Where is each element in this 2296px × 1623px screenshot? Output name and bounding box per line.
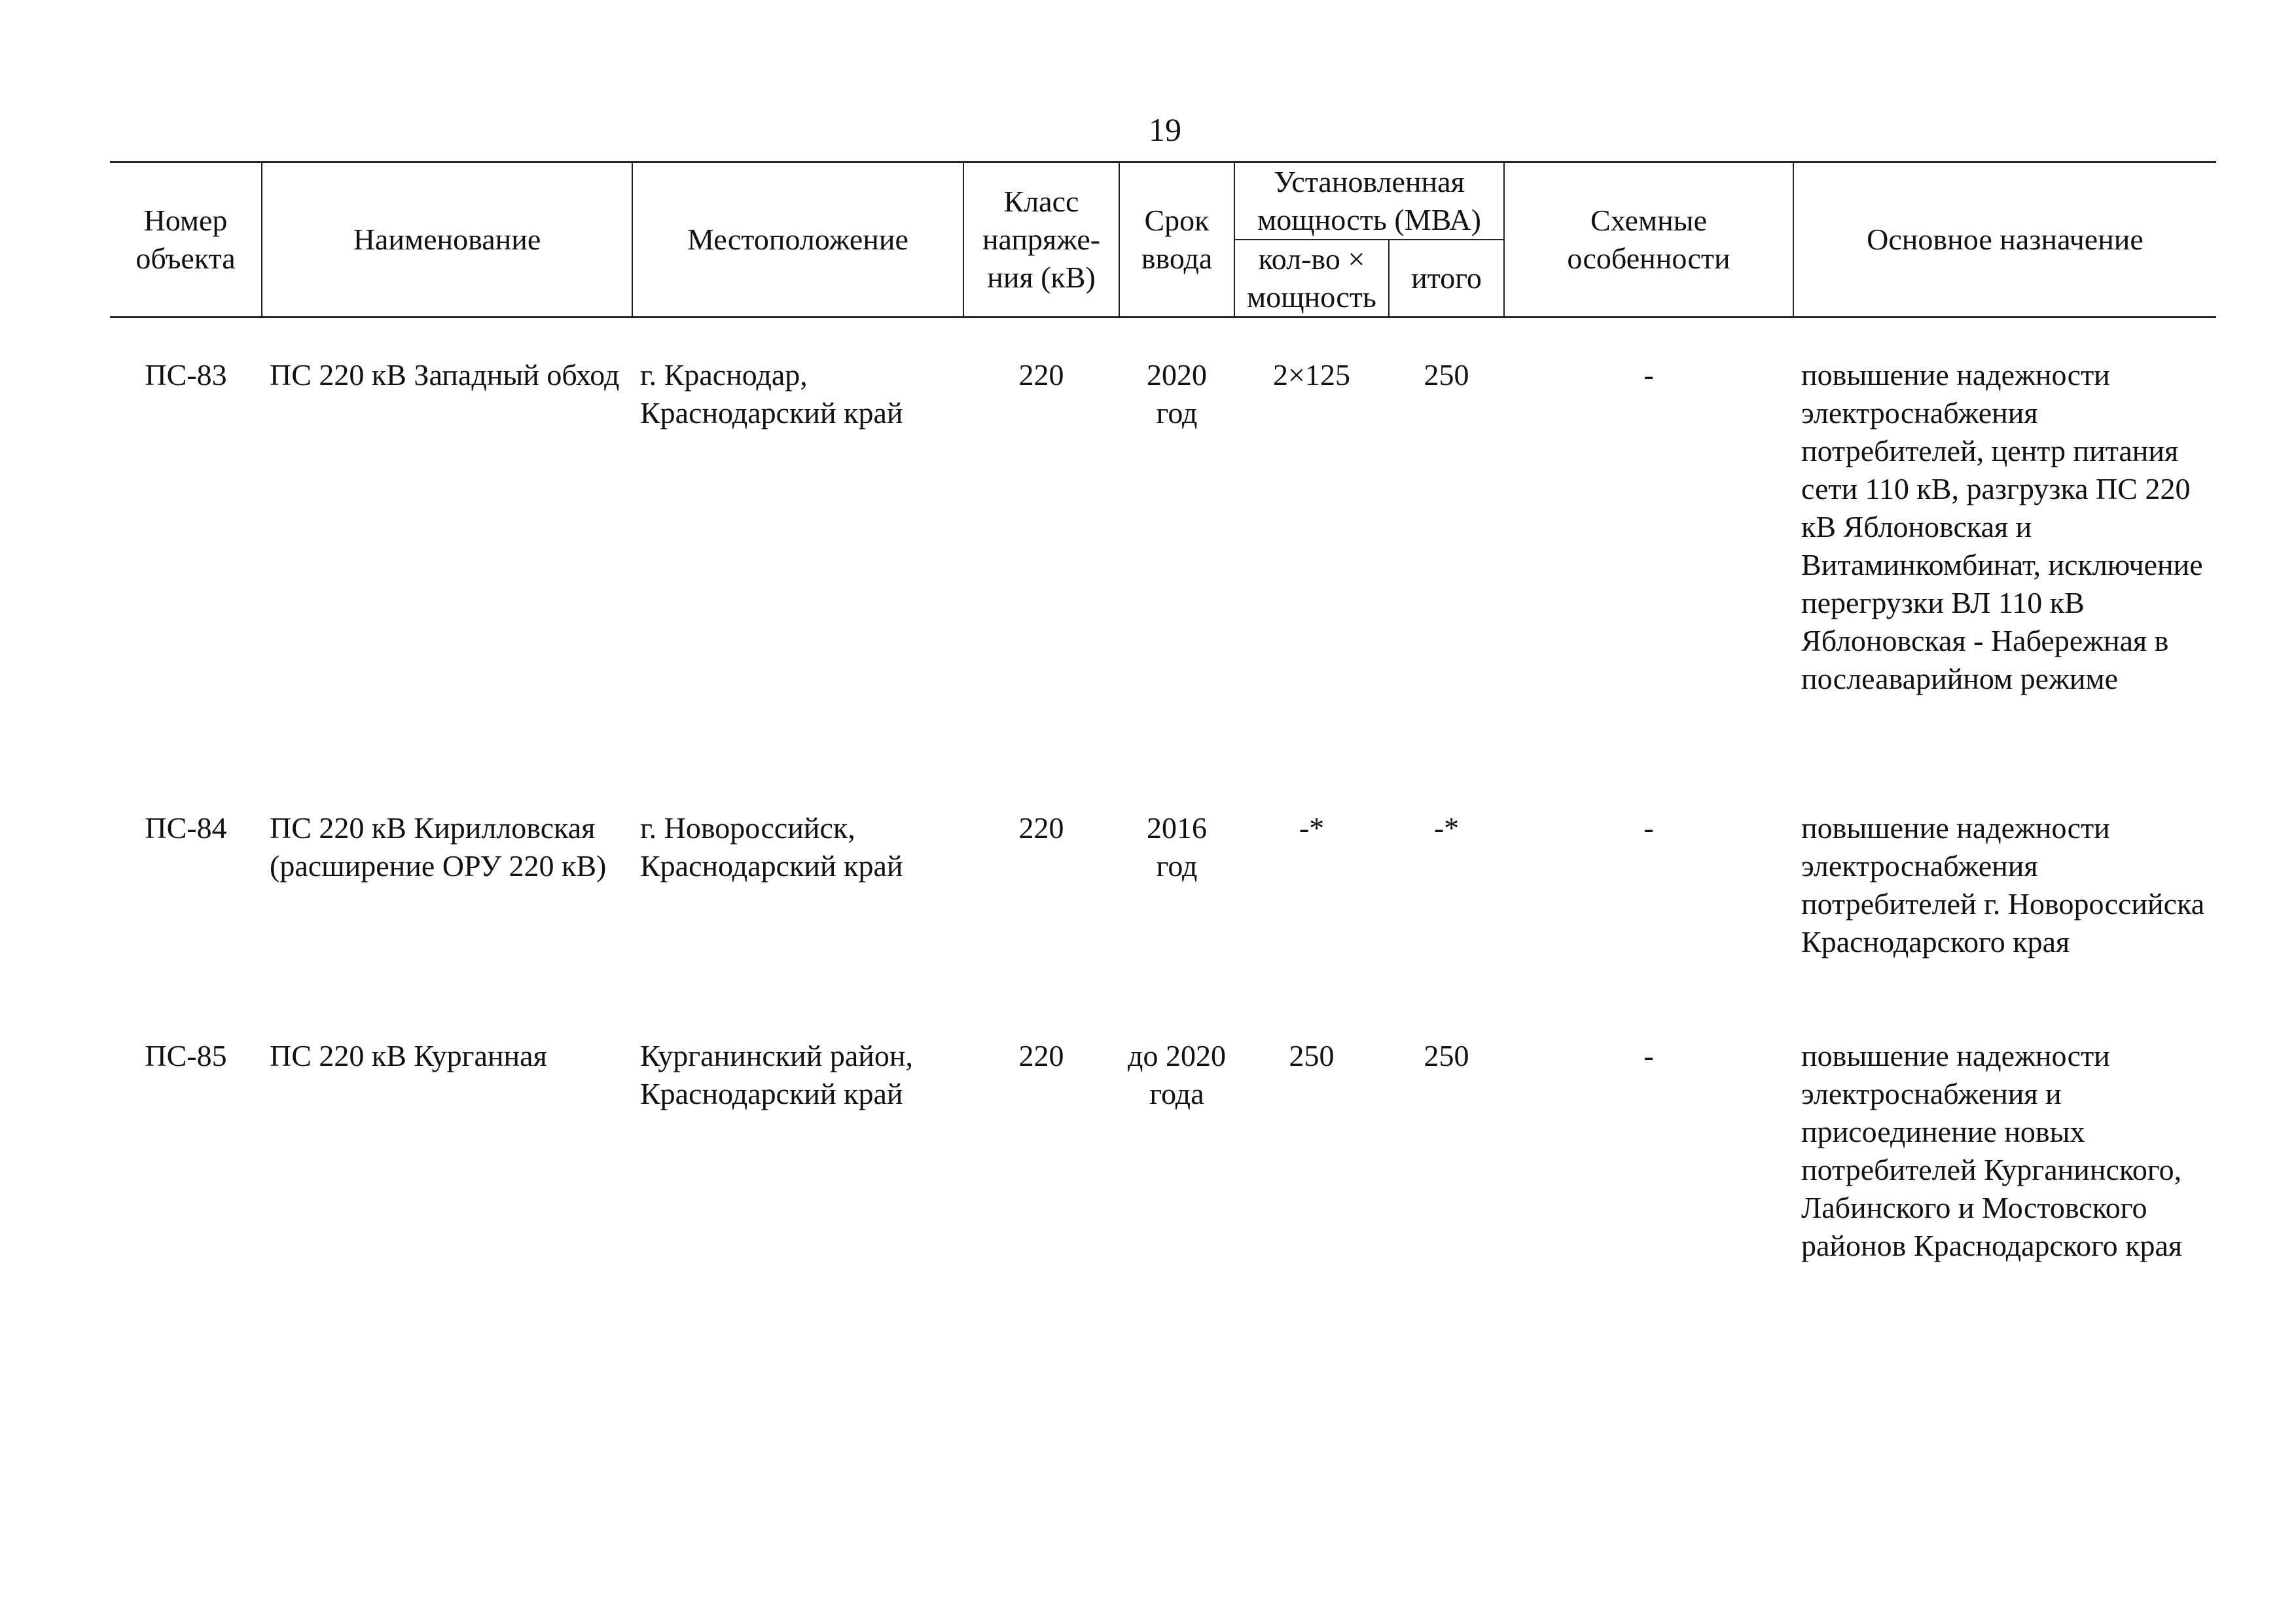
cell-location: г. Новороссийск, Краснодарский край bbox=[640, 811, 903, 883]
header-object-number: Номер объекта bbox=[110, 162, 262, 318]
cell-total: -* bbox=[1433, 811, 1460, 845]
cell-features: - bbox=[1643, 358, 1654, 392]
table-header bbox=[110, 162, 2216, 318]
table-row bbox=[110, 356, 2216, 809]
cell-name: ПС 220 кВ Кирилловская (расширение ОРУ 220 кВ) bbox=[270, 811, 607, 883]
cell-features: - bbox=[1643, 1039, 1654, 1072]
cell-name: ПС 220 кВ Курганная bbox=[270, 1039, 547, 1072]
cell-term: 2016 год bbox=[1147, 811, 1207, 883]
cell-name: ПС 220 кВ Западный обход bbox=[270, 358, 620, 392]
cell-term: 2020 год bbox=[1147, 358, 1207, 429]
substations-table bbox=[110, 161, 2216, 1338]
header-quantity-power: кол-во × мощность bbox=[1234, 240, 1389, 318]
header-location: Местоположение bbox=[632, 162, 963, 318]
page-number: 19 bbox=[1149, 111, 1181, 148]
cell-voltage: 220 bbox=[1018, 358, 1064, 392]
cell-term: до 2020 года bbox=[1128, 1039, 1226, 1110]
cell-purpose: повышение надежности электроснабжения потребителей, центр питания сети 110 кВ, разгрузка ПС 220 кВ Яблоновская и Витаминкомбинат, исключение перегрузки ВЛ 110 кВ Яблоновская - Набережная в послеаварийном режиме bbox=[1801, 358, 2203, 695]
cell-qty-power: -* bbox=[1299, 811, 1325, 845]
cell-features: - bbox=[1643, 811, 1654, 845]
cell-number: ПС-83 bbox=[145, 358, 227, 392]
header-purpose: Основное назначение bbox=[1793, 162, 2216, 318]
header-circuit-features: Схемные особенности bbox=[1504, 162, 1793, 318]
cell-location: г. Краснодар, Краснодарский край bbox=[640, 358, 903, 429]
cell-voltage: 220 bbox=[1018, 1039, 1064, 1072]
cell-total: 250 bbox=[1424, 1039, 1469, 1072]
cell-purpose: повышение надежности электроснабжения и присоединение новых потребителей Курганинского, Лабинского и Мостовского районов Краснодарского края bbox=[1801, 1039, 2183, 1262]
cell-qty-power: 250 bbox=[1289, 1039, 1335, 1072]
header-voltage-class: Класс напряже-ния (кВ) bbox=[963, 162, 1119, 318]
cell-number: ПС-85 bbox=[145, 1039, 227, 1072]
table-row bbox=[110, 1037, 2216, 1338]
cell-number: ПС-84 bbox=[145, 811, 227, 845]
cell-total: 250 bbox=[1424, 358, 1469, 392]
header-commissioning: Срок ввода bbox=[1119, 162, 1234, 318]
cell-voltage: 220 bbox=[1018, 811, 1064, 845]
cell-purpose: повышение надежности электроснабжения потребителей г. Новороссийска Краснодарского края bbox=[1801, 811, 2205, 958]
header-installed-power: Установленная мощность (МВА) bbox=[1234, 162, 1504, 240]
cell-location: Курганинский район, Краснодарский край bbox=[640, 1039, 914, 1110]
header-name: Наименование bbox=[262, 162, 632, 318]
header-total: итого bbox=[1389, 240, 1504, 318]
table-row bbox=[110, 809, 2216, 1037]
cell-qty-power: 2×125 bbox=[1273, 358, 1350, 392]
